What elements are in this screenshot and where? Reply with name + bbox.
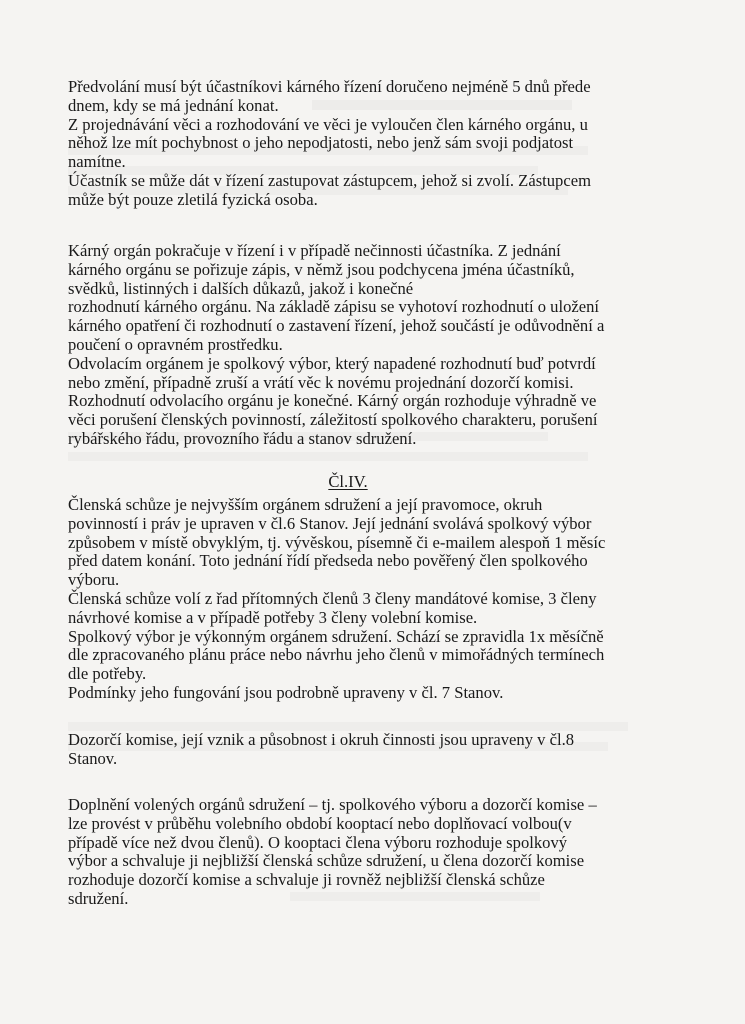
paragraph-summons: Předvolání musí být účastníkovi kárného řízení doručeno nejméně 5 dnů přede dnem, kdy se má jednání konat. Z projednávání věci a rozhodování ve věci je vyloučen člen kárného orgánu, u něhož lze mít pochybnost o jeho nepodjatosti, nebo jenž sám svoji podjatost namítne. Účastník se může dát v řízení zastupovat zástupcem, jehož si zvolí. Zástupcem může být pouze zletilá fyzická osoba.	[68, 77, 591, 209]
section-heading: Čl.IV.	[328, 472, 368, 491]
paragraph-members-meeting: Členská schůze je nejvyšším orgánem sdružení a její pravomoce, okruh povinností i práv je upraven v čl.6 Stanov. Její jednání svolává spolkový výbor způsobem v místě obvyklým, tj. vývěskou, písemně či e-mailem alespoň 1 měsíc před datem konání. Toto jednání řídí předseda nebo pověřený člen spolkového výboru. Členská schůze volí z řad přítomných členů 3 členy mandátové komise, 3 členy návrhové komise a v případě potřeby 3 členy volební komise. Spolkový výbor je výkonným orgánem sdružení. Schází se zpravidla 1x měsíčně dle zpracovaného plánu práce nebo návrhu jeho členů v mimořádných termínech dle potřeby. Podmínky jeho fungování jsou podrobně upraveny v čl. 7 Stanov.	[68, 495, 606, 702]
paragraph-supervisory-board: Dozorčí komise, její vznik a působnost i okruh činnosti jsou upraveny v čl.8 Stanov.	[68, 730, 575, 768]
paragraph-cooptation: Doplnění volených orgánů sdružení – tj. spolkového výboru a dozorčí komise – lze provést v průběhu volebního období kooptací nebo doplňovací volbou(v případě více než dvou členů). O kooptaci člena výboru rozhoduje spolkový výbor a schvaluje ji nejbližší členská schůze sdružení, u člena dozorčí komise rozhoduje dozorčí komise a schvaluje ji rovněž nejbližší členská schůze sdružení.	[68, 795, 597, 908]
paragraph-disciplinary-procedure: Kárný orgán pokračuje v řízení i v případě nečinnosti účastníka. Z jednání kárného orgánu se pořizuje zápis, v němž jsou podchycena jména účastníků, svědků, listinných i dalších důkazů, jakož i konečné rozhodnutí kárného orgánu. Na základě zápisu se vyhotoví rozhodnutí o uložení kárného opatření či rozhodnutí o zastavení řízení, jehož součástí je odůvodnění a poučení o opravném prostředku. Odvolacím orgánem je spolkový výbor, který napadené rozhodnutí buď potvrdí nebo změní, případně zruší a vrátí věc k novému projednání dozorčí komisi. Rozhodnutí odvolacího orgánu je konečné. Kárný orgán rozhoduje výhradně ve věci porušení členských povinností, záležitostí spolkového charakteru, porušení rybářského řádu, provozního řádu a stanov sdružení.	[68, 241, 605, 448]
show-through-line	[68, 452, 588, 461]
